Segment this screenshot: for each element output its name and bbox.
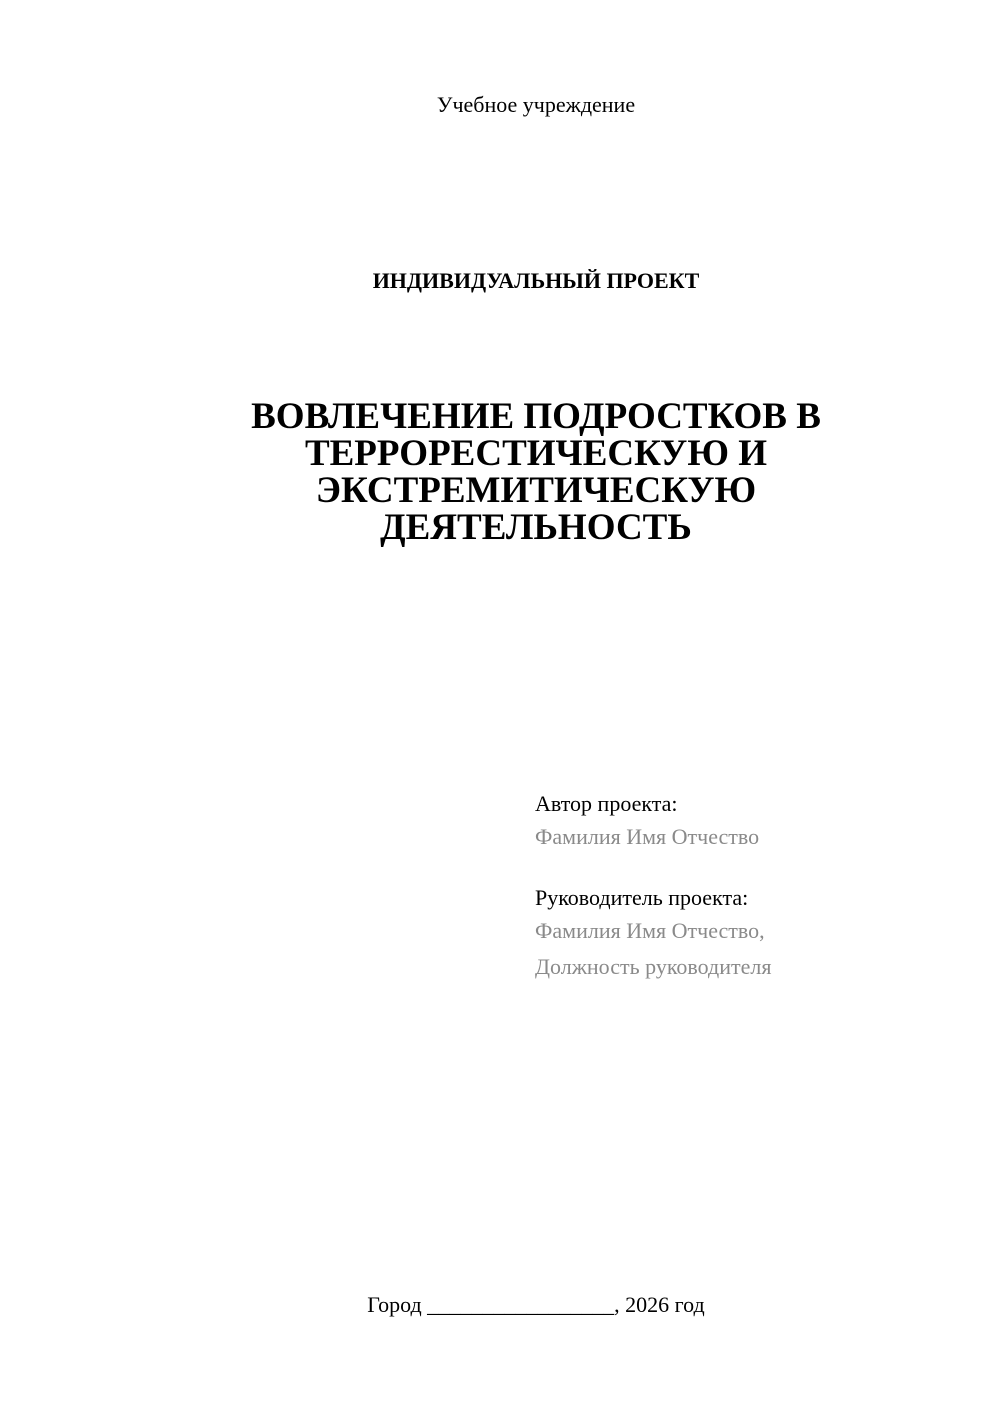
author-label: Автор проекта: [535, 791, 678, 816]
supervisor-name: Фамилия Имя Отчество, [535, 918, 765, 943]
institution-name: Учебное учреждение [436, 92, 636, 117]
document-type: ИНДИВИДУАЛЬНЫЙ ПРОЕКТ [372, 268, 700, 293]
title-line: ДЕЯТЕЛЬНОСТЬ [380, 507, 692, 548]
title-line: ВОВЛЕЧЕНИЕ ПОДРОСТКОВ В [251, 396, 821, 437]
footer-city-year [0, 1291, 1000, 1319]
city-label: Город [367, 1292, 422, 1317]
year-text: , 2026 год [614, 1292, 705, 1317]
document-title [186, 398, 886, 546]
title-line: ТЕРРОРЕСТИЧЕСКУЮ И [304, 433, 768, 474]
author-name: Фамилия Имя Отчество [535, 824, 760, 849]
project-info-block [535, 789, 975, 985]
city-blank-line: _________________ [427, 1292, 615, 1317]
title-line: ЭКСТРЕМИТИЧЕСКУЮ [315, 470, 757, 511]
supervisor-position: Должность руководителя [535, 954, 772, 979]
supervisor-label: Руководитель проекта: [535, 885, 749, 910]
